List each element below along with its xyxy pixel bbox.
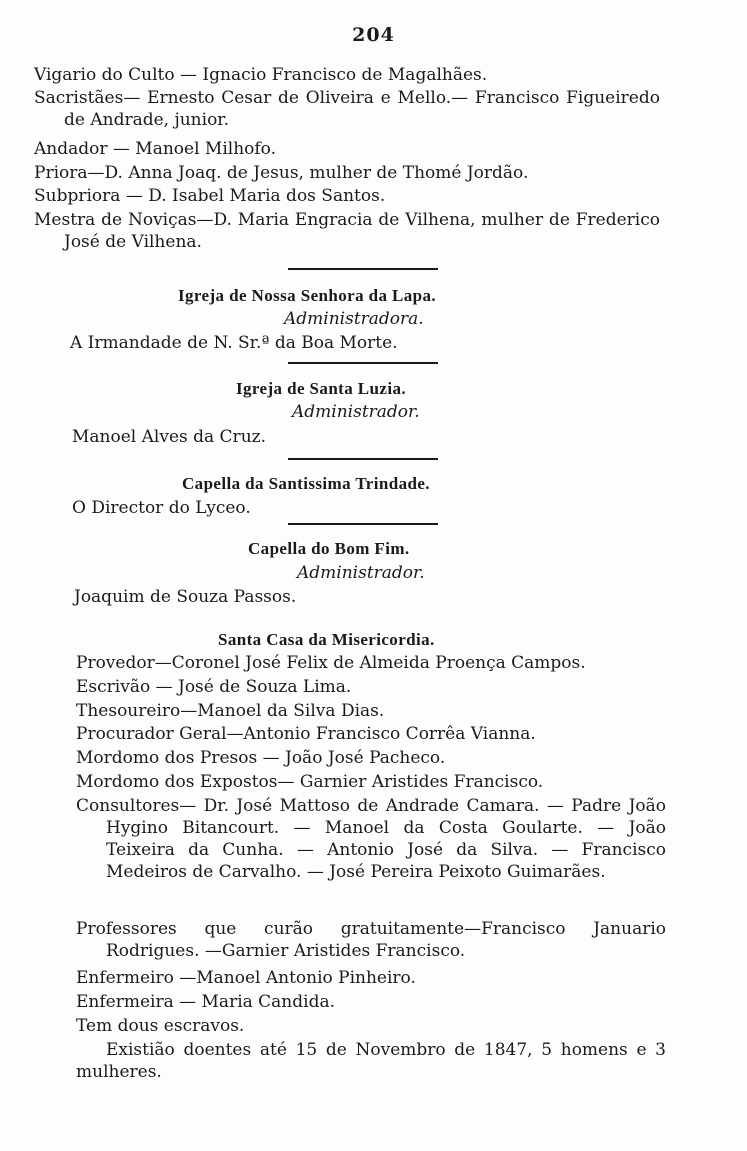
section-divider bbox=[288, 362, 438, 364]
section-title-luzia: Igreja de Santa Luzia. bbox=[236, 379, 406, 398]
section-role-lapa: Administradora. bbox=[284, 309, 424, 329]
list-item: Priora—D. Anna Joaq. de Jesus, mulher de Thomé Jordão. bbox=[34, 163, 529, 183]
list-item: Provedor—Coronel José Felix de Almeida Proença Campos. bbox=[76, 653, 586, 673]
list-item: Tem dous escravos. bbox=[76, 1016, 245, 1036]
page-number: 204 bbox=[352, 24, 395, 46]
list-item: Procurador Geral—Antonio Francisco Corrêa Vianna. bbox=[76, 724, 536, 744]
list-item: Andador — Manoel Milhofo. bbox=[34, 139, 277, 159]
section-title-trindade: Capella da Santissima Trindade. bbox=[182, 474, 430, 493]
section-divider bbox=[288, 458, 438, 460]
section-holder-bomfim: Joaquim de Souza Passos. bbox=[74, 587, 297, 607]
section-title-lapa: Igreja de Nossa Senhora da Lapa. bbox=[178, 286, 437, 305]
closing-note: Existião doentes até 15 de Novembro de 1847, 5 homens e 3 mulheres. bbox=[76, 1040, 666, 1082]
list-item: Subpriora — D. Isabel Maria dos Santos. bbox=[34, 186, 386, 206]
list-item: Enfermeira — Maria Candida. bbox=[76, 992, 336, 1012]
list-item: Enfermeiro —Manoel Antonio Pinheiro. bbox=[76, 968, 416, 988]
list-item: Mestra de Noviças—D. Maria Engracia de Vilhena, mulher de Frederico José de Vilhena. bbox=[34, 210, 660, 252]
section-title-misericordia: Santa Casa da Misericordia. bbox=[218, 630, 435, 649]
section-role-luzia: Administrador. bbox=[292, 402, 420, 422]
section-title-bomfim: Capella do Bom Fim. bbox=[248, 539, 410, 558]
list-item: Sacristães— Ernesto Cesar de Oliveira e Mello.— Francisco Figueiredo de Andrade, junior. bbox=[34, 88, 660, 130]
list-item: Escrivão — José de Souza Lima. bbox=[76, 677, 352, 697]
section-holder-luzia: Manoel Alves da Cruz. bbox=[72, 427, 266, 447]
list-item: Mordomo dos Expostos— Garnier Aristides Francisco. bbox=[76, 772, 544, 792]
section-holder-trindade: O Director do Lyceo. bbox=[72, 498, 251, 518]
section-role-bomfim: Administrador. bbox=[297, 563, 425, 583]
list-item: Vigario do Culto — Ignacio Francisco de Magalhães. bbox=[34, 65, 488, 85]
section-holder-lapa: A Irmandade de N. Sr.ª da Boa Morte. bbox=[70, 333, 398, 353]
list-item: Mordomo dos Presos — João José Pacheco. bbox=[76, 748, 446, 768]
section-divider bbox=[288, 523, 438, 525]
list-item: Professores que curão gratuitamente—Francisco Januario Rodrigues. —Garnier Aristides Francisco. bbox=[76, 919, 666, 961]
section-divider bbox=[288, 268, 438, 270]
list-item: Thesoureiro—Manoel da Silva Dias. bbox=[76, 701, 385, 721]
list-item: Consultores— Dr. José Mattoso de Andrade Camara. — Padre João Hygino Bitancourt. — Manoel da Costa Goularte. — João Teixeira da Cunha. — Antonio José da Silva. — Francisco Medeiros de Carvalho. — José Pereira Peixoto Guimarães. bbox=[76, 796, 666, 882]
